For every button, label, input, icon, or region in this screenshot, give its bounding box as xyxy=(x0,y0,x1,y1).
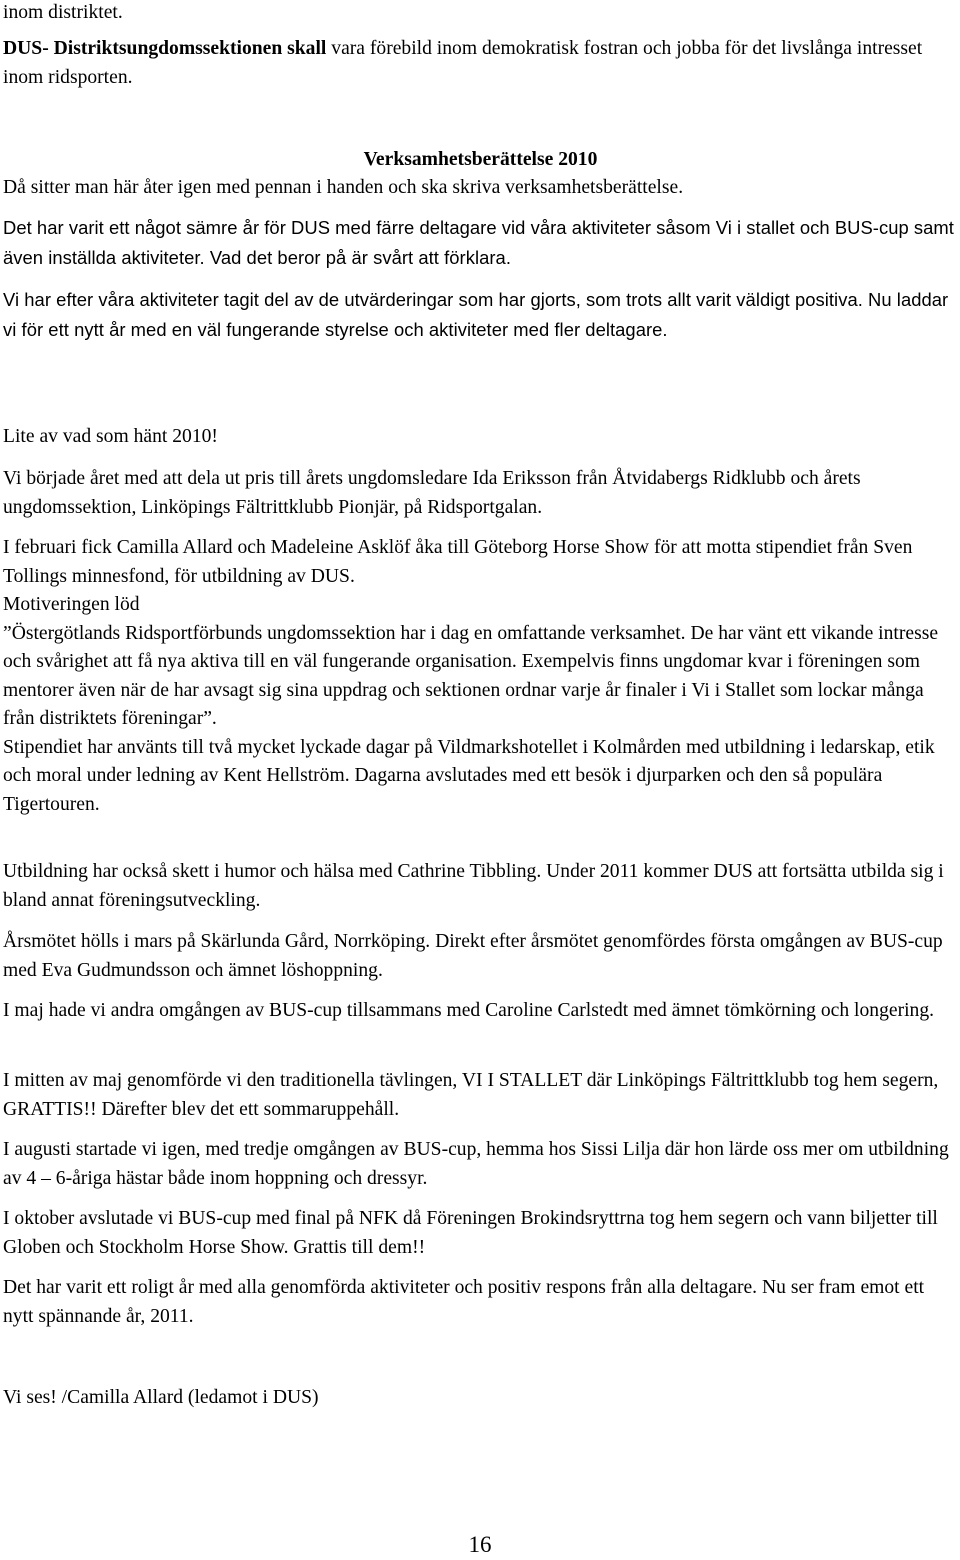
may-paragraph: I maj hade vi andra omgången av BUS-cup tillsammans med Caroline Carlstedt med ämnet tömkörning och longering. xyxy=(3,1000,935,1021)
motivation-label: Motiveringen löd xyxy=(3,594,140,615)
dus-statement-bold: DUS- Distriktsungdomssektionen skall xyxy=(3,38,327,59)
education-paragraph: Utbildning har också skett i humor och hälsa med Cathrine Tibbling. Under 2011 kommer DUS att fortsätta utbilda sig i bland annat föreningsutveckling. xyxy=(3,861,944,911)
awards-paragraph: Vi började året med att dela ut pris till årets ungdomsledare Ida Eriksson från Åtvidabergs Ridklubb och årets ungdomssektion, Linköpings Fältrittklubb Pionjär, på Ridsportgalan. xyxy=(3,468,861,518)
section-heading: Lite av vad som hänt 2010! xyxy=(3,426,218,447)
stipend-paragraph xyxy=(3,534,958,819)
stipend-usage: Stipendiet har använts till två mycket lyckade dagar på Vildmarkshotellet i Kolmården med utbildning i ledarskap, etik och moral under ledning av Kent Hellström. Dagarna avslutades med ett besök i djurparken och den så populära Tigertouren. xyxy=(3,736,935,815)
intro-fragment: inom distriktet. xyxy=(3,2,123,23)
october-paragraph: I oktober avslutade vi BUS-cup med final på NFK då Föreningen Brokindsryttrna tog hem segern och vann biljetter till Globen och Stockholm Horse Show. Grattis till dem!! xyxy=(3,1208,938,1258)
summary-paragraph-2: Vi har efter våra aktiviteter tagit del av de utvärderingar som har gjorts, som trots allt varit väldigt positiva. Nu laddar vi för ett nytt år med en väl fungerande styrelse och aktiviteter med fler deltagare. xyxy=(3,289,949,340)
dus-statement xyxy=(3,35,958,92)
motivation-quote: ”Östergötlands Ridsportförbunds ungdomssektion har i dag en omfattande verksamhet. De har vänt ett vikande intresse och svårighet att få nya aktiva till en väl fungerande organisation. Exempelvis finns ungdomar kvar i föreningen som mentorer även när de har avsagt sig sina uppdrag och sektionen ordnar varje år finaler i Vi i Stallet som lockar många från distriktets föreningar”. xyxy=(3,622,939,729)
closing-paragraph: Det har varit ett roligt år med alla genomförda aktiviteter och positiv respons från alla deltagare. Nu ser fram emot ett nytt spännande år, 2011. xyxy=(3,1277,925,1327)
signoff: Vi ses! /Camilla Allard (ledamot i DUS) xyxy=(3,1387,319,1408)
vi-i-stallet-paragraph: I mitten av maj genomförde vi den traditionella tävlingen, VI I STALLET där Linköpings Fältrittklubb tog hem segern, GRATTIS!! Därefter blev det ett sommaruppehåll. xyxy=(3,1070,939,1120)
page-number: 16 xyxy=(468,1532,492,1557)
annual-meeting-paragraph: Årsmötet hölls i mars på Skärlunda Gård, Norrköping. Direkt efter årsmötet genomfördes första omgången av BUS-cup med Eva Gudmundsson och ämnet löshoppning. xyxy=(3,931,943,981)
summary-paragraph-1: Det har varit ett något sämre år för DUS med färre deltagare vid våra aktiviteter såsom Vi i stallet och BUS-cup samt även inställda aktiviteter. Vad det beror på är svårt att förklara. xyxy=(3,217,954,268)
stipend-sentence: I februari fick Camilla Allard och Madeleine Asklöf åka till Göteborg Horse Show för att motta stipendiet från Sven Tollings minnesfond, för utbildning av DUS. xyxy=(3,537,913,587)
report-opening: Då sitter man här åter igen med pennan i handen och ska skriva verksamhetsberättelse. xyxy=(3,177,684,198)
august-paragraph: I augusti startade vi igen, med tredje omgången av BUS-cup, hemma hos Sissi Lilja där hon lärde oss mer om utbildning av 4 – 6-åriga hästar både inom hoppning och dressyr. xyxy=(3,1139,949,1189)
dus-statement-rest: vara förebild inom demokratisk fostran och jobba för det livslånga intresset inom ridsporten. xyxy=(3,38,923,88)
report-heading: Verksamhetsberättelse 2010 xyxy=(363,149,598,170)
